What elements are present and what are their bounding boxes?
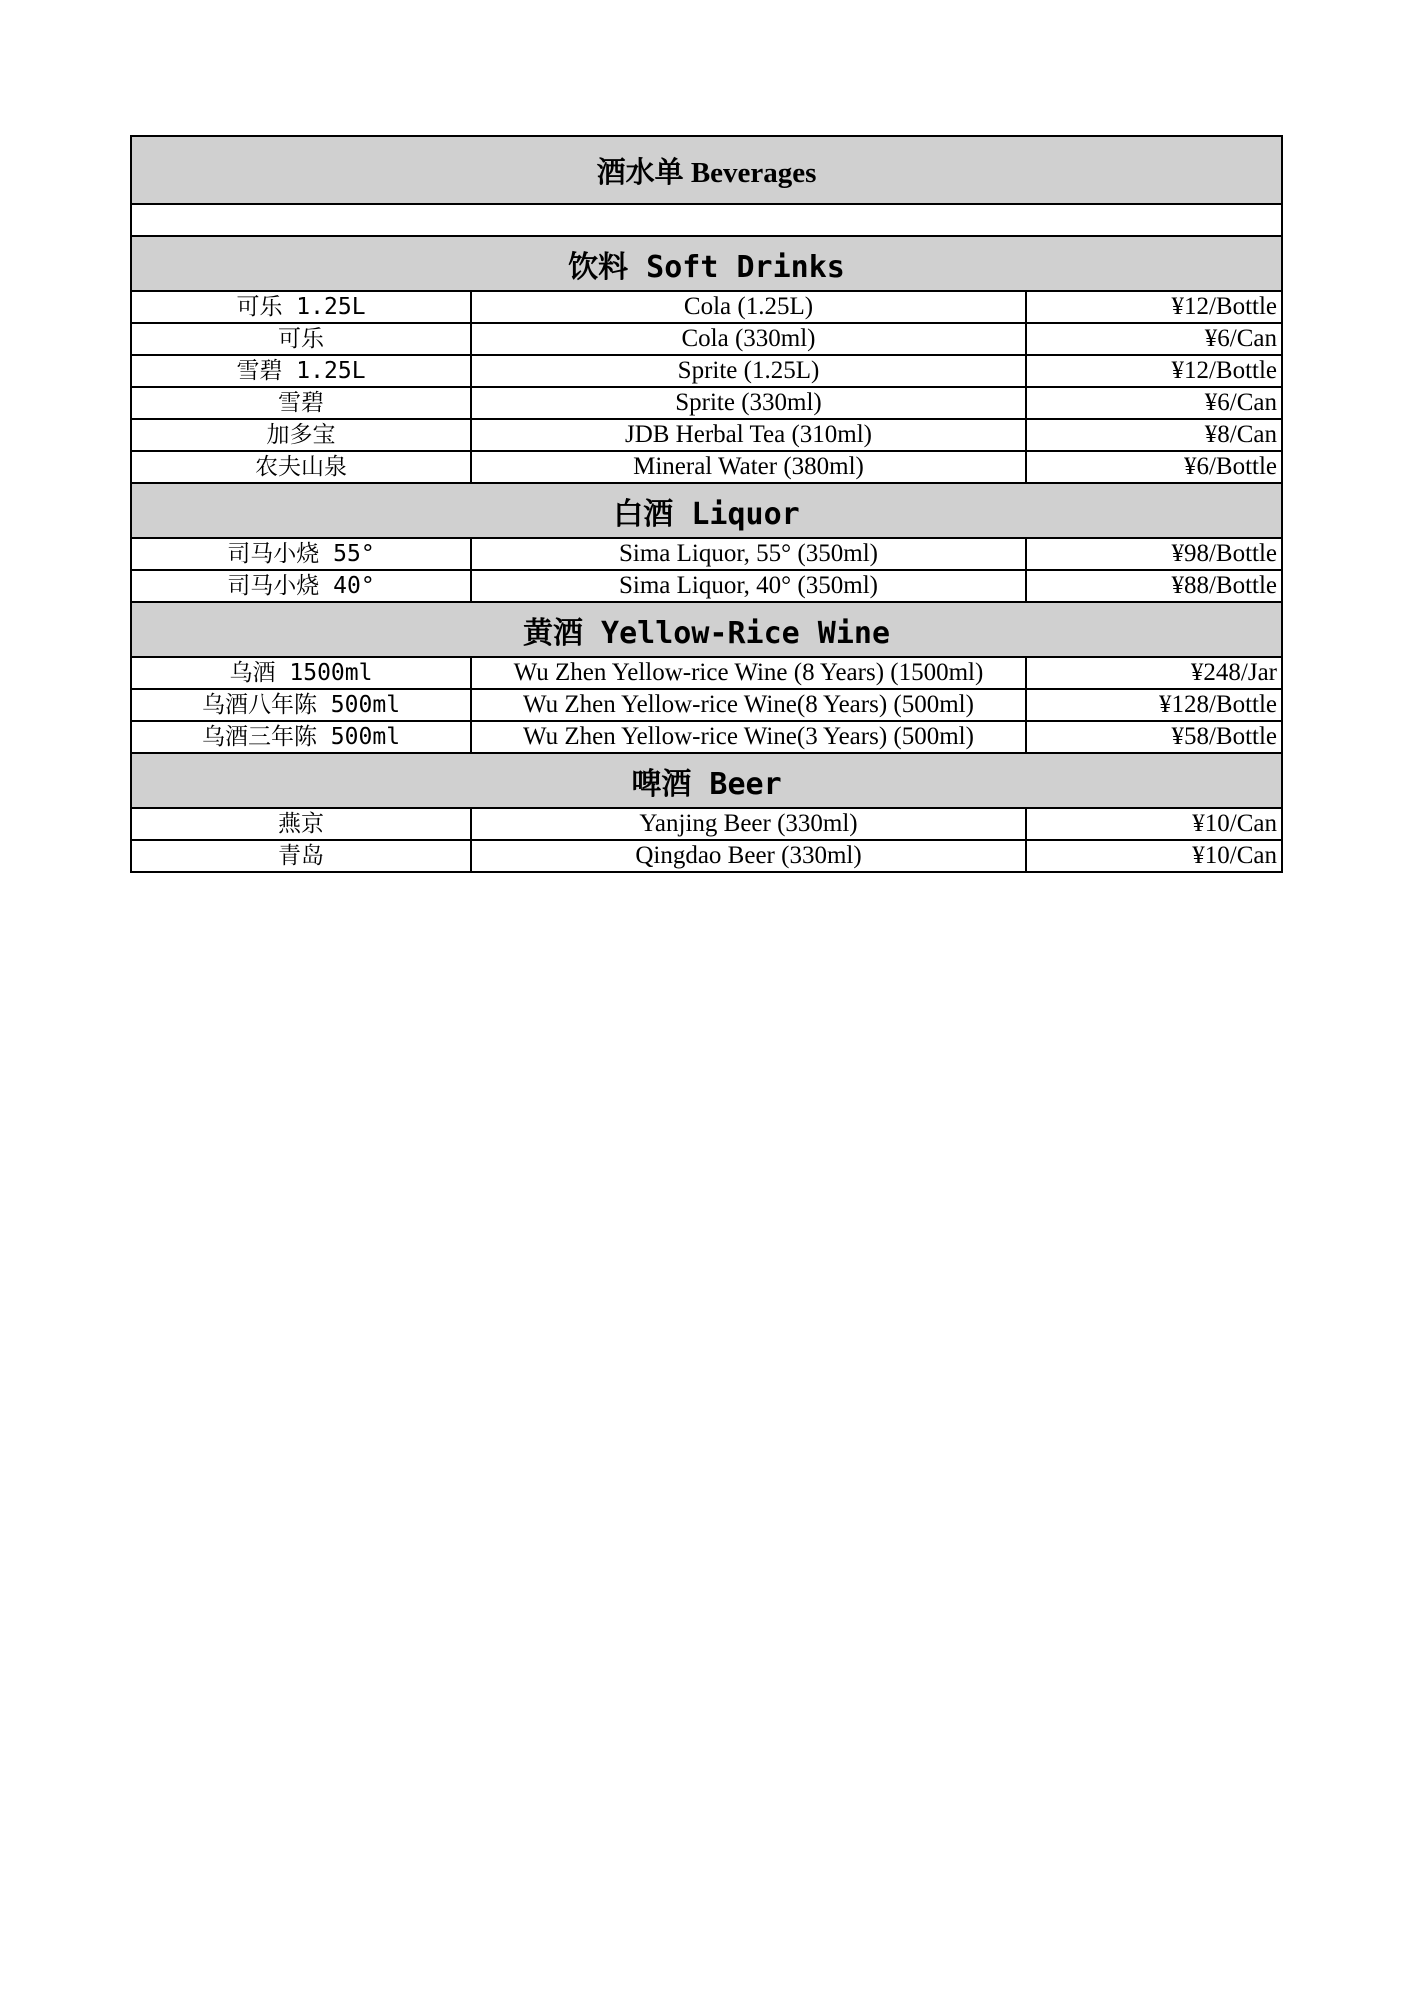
item-english-name: Mineral Water (380ml) <box>471 451 1026 483</box>
section-header-row <box>131 483 1282 538</box>
item-chinese-name: 燕京 <box>131 808 471 840</box>
item-chinese-name: 加多宝 <box>131 419 471 451</box>
item-english-name: Wu Zhen Yellow-rice Wine(3 Years) (500ml) <box>471 721 1026 753</box>
item-chinese-name: 雪碧 <box>131 387 471 419</box>
section-heading: 饮料 Soft Drinks <box>131 236 1282 291</box>
item-english-name: Qingdao Beer (330ml) <box>471 840 1026 872</box>
menu-item-row <box>131 840 1282 872</box>
item-chinese-name: 农夫山泉 <box>131 451 471 483</box>
item-price: ¥88/Bottle <box>1026 570 1282 602</box>
item-price: ¥6/Bottle <box>1026 451 1282 483</box>
item-price: ¥8/Can <box>1026 419 1282 451</box>
menu-item-row <box>131 808 1282 840</box>
menu-item-row <box>131 419 1282 451</box>
item-chinese-name: 司马小烧 40° <box>131 570 471 602</box>
item-english-name: Sprite (330ml) <box>471 387 1026 419</box>
item-price: ¥6/Can <box>1026 387 1282 419</box>
item-english-name: Sima Liquor, 55° (350ml) <box>471 538 1026 570</box>
item-price: ¥6/Can <box>1026 323 1282 355</box>
item-english-name: Sima Liquor, 40° (350ml) <box>471 570 1026 602</box>
item-chinese-name: 可乐 <box>131 323 471 355</box>
menu-body <box>131 136 1282 872</box>
blank-cell <box>131 204 1282 236</box>
menu-item-row <box>131 538 1282 570</box>
menu-title: 酒水单 Beverages <box>131 136 1282 204</box>
title-row <box>131 136 1282 204</box>
item-chinese-name: 青岛 <box>131 840 471 872</box>
beverage-menu-table <box>130 135 1283 873</box>
item-chinese-name: 乌酒三年陈 500ml <box>131 721 471 753</box>
section-heading: 啤酒 Beer <box>131 753 1282 808</box>
item-price: ¥248/Jar <box>1026 657 1282 689</box>
menu-item-row <box>131 689 1282 721</box>
item-price: ¥10/Can <box>1026 840 1282 872</box>
item-chinese-name: 雪碧 1.25L <box>131 355 471 387</box>
menu-item-row <box>131 387 1282 419</box>
item-chinese-name: 可乐 1.25L <box>131 291 471 323</box>
menu-item-row <box>131 323 1282 355</box>
menu-item-row <box>131 291 1282 323</box>
item-english-name: Yanjing Beer (330ml) <box>471 808 1026 840</box>
blank-row <box>131 204 1282 236</box>
item-chinese-name: 乌酒八年陈 500ml <box>131 689 471 721</box>
section-heading: 黄酒 Yellow-Rice Wine <box>131 602 1282 657</box>
item-price: ¥128/Bottle <box>1026 689 1282 721</box>
item-english-name: JDB Herbal Tea (310ml) <box>471 419 1026 451</box>
section-heading: 白酒 Liquor <box>131 483 1282 538</box>
item-price: ¥12/Bottle <box>1026 355 1282 387</box>
item-chinese-name: 司马小烧 55° <box>131 538 471 570</box>
section-header-row <box>131 236 1282 291</box>
item-price: ¥12/Bottle <box>1026 291 1282 323</box>
item-english-name: Wu Zhen Yellow-rice Wine (8 Years) (1500ml) <box>471 657 1026 689</box>
menu-item-row <box>131 721 1282 753</box>
item-english-name: Sprite (1.25L) <box>471 355 1026 387</box>
item-chinese-name: 乌酒 1500ml <box>131 657 471 689</box>
item-price: ¥10/Can <box>1026 808 1282 840</box>
section-header-row <box>131 602 1282 657</box>
item-english-name: Cola (1.25L) <box>471 291 1026 323</box>
item-price: ¥98/Bottle <box>1026 538 1282 570</box>
menu-item-row <box>131 355 1282 387</box>
menu-item-row <box>131 657 1282 689</box>
section-header-row <box>131 753 1282 808</box>
item-english-name: Cola (330ml) <box>471 323 1026 355</box>
item-price: ¥58/Bottle <box>1026 721 1282 753</box>
menu-item-row <box>131 570 1282 602</box>
menu-item-row <box>131 451 1282 483</box>
item-english-name: Wu Zhen Yellow-rice Wine(8 Years) (500ml) <box>471 689 1026 721</box>
